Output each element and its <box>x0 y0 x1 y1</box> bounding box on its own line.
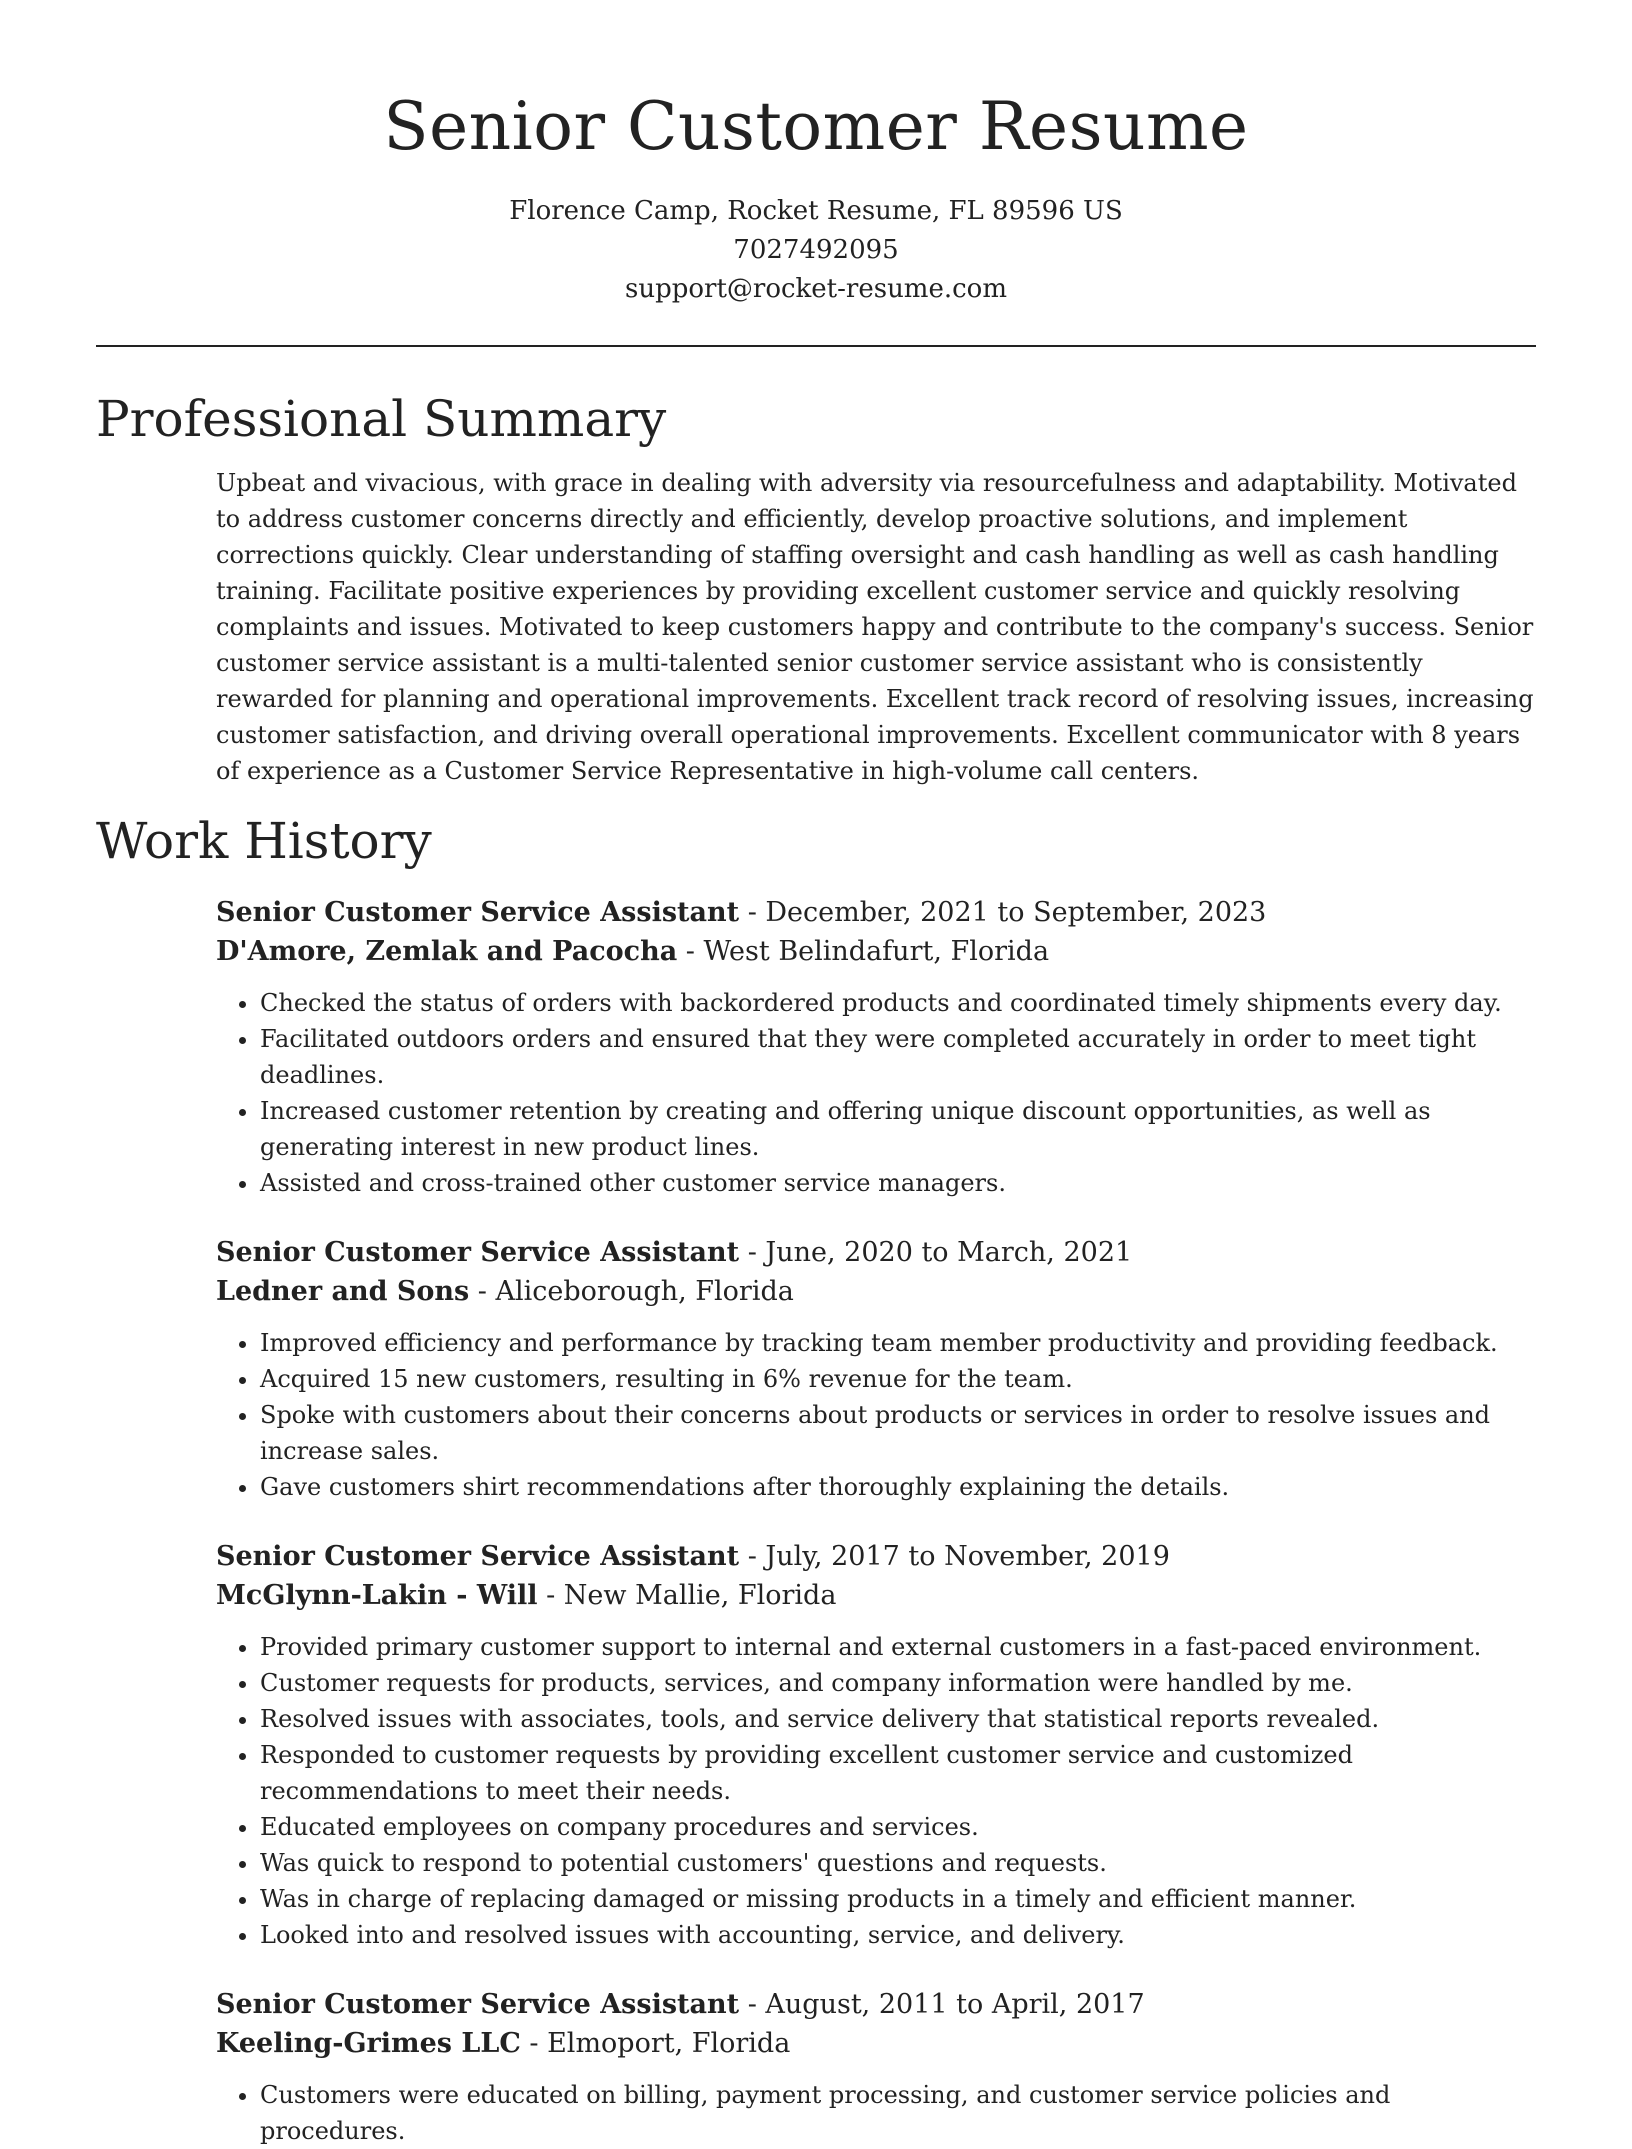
job-bullets <box>216 1325 1536 1505</box>
job-entry <box>216 1985 1536 2149</box>
job-dates: - August, 2011 to April, 2017 <box>739 1989 1145 2020</box>
job-company: Keeling-Grimes LLC <box>216 2028 521 2059</box>
summary-heading: Professional Summary <box>96 390 667 448</box>
job-bullet: • Was quick to respond to potential customers' questions and requests. <box>260 1845 1536 1881</box>
job-bullet: • Facilitated outdoors orders and ensured that they were completed accurately in order to meet tight deadlines. <box>260 1021 1536 1093</box>
job-company: D'Amore, Zemlak and Pacocha <box>216 936 678 967</box>
job-company: McGlynn-Lakin - Will <box>216 1580 538 1611</box>
header-divider <box>96 345 1536 347</box>
job-location: - New Mallie, Florida <box>537 1580 837 1611</box>
job-title-line <box>216 1233 1536 1272</box>
job-bullet: • Customers were educated on billing, payment processing, and customer service policies and procedures. <box>260 2077 1536 2149</box>
job-title: Senior Customer Service Assistant <box>216 1541 740 1572</box>
job-company-line <box>216 1272 1536 1311</box>
resume-page <box>96 0 1536 2149</box>
job-company: Ledner and Sons <box>216 1276 470 1307</box>
job-bullet: • Checked the status of orders with backordered products and coordinated timely shipments every day. <box>260 985 1536 1021</box>
job-bullet: • Responded to customer requests by providing excellent customer service and customized recommendations to meet their needs. <box>260 1737 1536 1809</box>
job-title-line <box>216 1537 1536 1576</box>
job-entry <box>216 893 1536 1201</box>
job-bullet: • Gave customers shirt recommendations after thoroughly explaining the details. <box>260 1469 1536 1505</box>
summary-text: Upbeat and vivacious, with grace in dealing with adversity via resourcefulness and adaptability. Motivated to address customer concerns directly and efficiently, develop proactive solutions, and implement corrections quickly. Clear understanding of staffing oversight and cash handling as well as cash handling training. Facilitate positive experiences by providing excellent customer service and quickly resolving complaints and issues. Motivated to keep customers happy and contribute to the company's success. Senior customer service assistant is a multi-talented senior customer service assistant who is consistently rewarded for planning and operational improvements. Excellent track record of resolving issues, increasing customer satisfaction, and driving overall operational improvements. Excellent communicator with 8 years of experience as a Customer Service Representative in high-volume call centers. <box>216 469 1534 785</box>
job-title-line <box>216 1985 1536 2024</box>
job-location: - West Belindafurt, Florida <box>677 936 1050 967</box>
work-history-heading: Work History <box>96 812 432 870</box>
job-bullet: • Improved efficiency and performance by tracking team member productivity and providing feedback. <box>260 1325 1536 1361</box>
contact-email: support@rocket-resume.com <box>624 274 1007 304</box>
job-title: Senior Customer Service Assistant <box>216 897 740 928</box>
job-company-line <box>216 1576 1536 1615</box>
work-history-list <box>216 893 1536 2149</box>
job-company-line <box>216 932 1536 971</box>
job-bullet: • Educated employees on company procedures and services. <box>260 1809 1536 1845</box>
job-bullet: • Provided primary customer support to internal and external customers in a fast-paced environment. <box>260 1629 1536 1665</box>
job-title-line <box>216 893 1536 932</box>
job-bullet: • Was in charge of replacing damaged or missing products in a timely and efficient manner. <box>260 1881 1536 1917</box>
job-dates: - July, 2017 to November, 2019 <box>739 1541 1170 1572</box>
resume-title: Senior Customer Resume <box>383 88 1249 165</box>
resume-header <box>96 0 1536 309</box>
job-bullet: • Resolved issues with associates, tools, and service delivery that statistical reports revealed. <box>260 1701 1536 1737</box>
contact-address: Florence Camp, Rocket Resume, FL 89596 US <box>509 196 1123 226</box>
job-title: Senior Customer Service Assistant <box>216 1989 740 2020</box>
job-bullets <box>216 1629 1536 1953</box>
job-location: - Aliceborough, Florida <box>469 1276 794 1307</box>
contact-phone: 7027492095 <box>733 235 899 265</box>
job-bullet: • Acquired 15 new customers, resulting in 6% revenue for the team. <box>260 1361 1536 1397</box>
job-company-line <box>216 2024 1536 2063</box>
job-bullet: • Looked into and resolved issues with accounting, service, and delivery. <box>260 1917 1536 1953</box>
job-location: - Elmoport, Florida <box>520 2028 791 2059</box>
contact-info <box>96 192 1536 309</box>
job-bullet: • Customer requests for products, services, and company information were handled by me. <box>260 1665 1536 1701</box>
job-entry <box>216 1233 1536 1505</box>
job-bullet: • Increased customer retention by creating and offering unique discount opportunities, as well as generating interest in new product lines. <box>260 1093 1536 1165</box>
job-title: Senior Customer Service Assistant <box>216 1237 740 1268</box>
job-bullet: • Assisted and cross-trained other customer service managers. <box>260 1165 1536 1201</box>
job-bullets <box>216 985 1536 1201</box>
job-bullets <box>216 2077 1536 2149</box>
job-entry <box>216 1537 1536 1953</box>
job-bullet: • Spoke with customers about their concerns about products or services in order to resolve issues and increase sales. <box>260 1397 1536 1469</box>
job-dates: - December, 2021 to September, 2023 <box>739 897 1267 928</box>
job-dates: - June, 2020 to March, 2021 <box>739 1237 1133 1268</box>
